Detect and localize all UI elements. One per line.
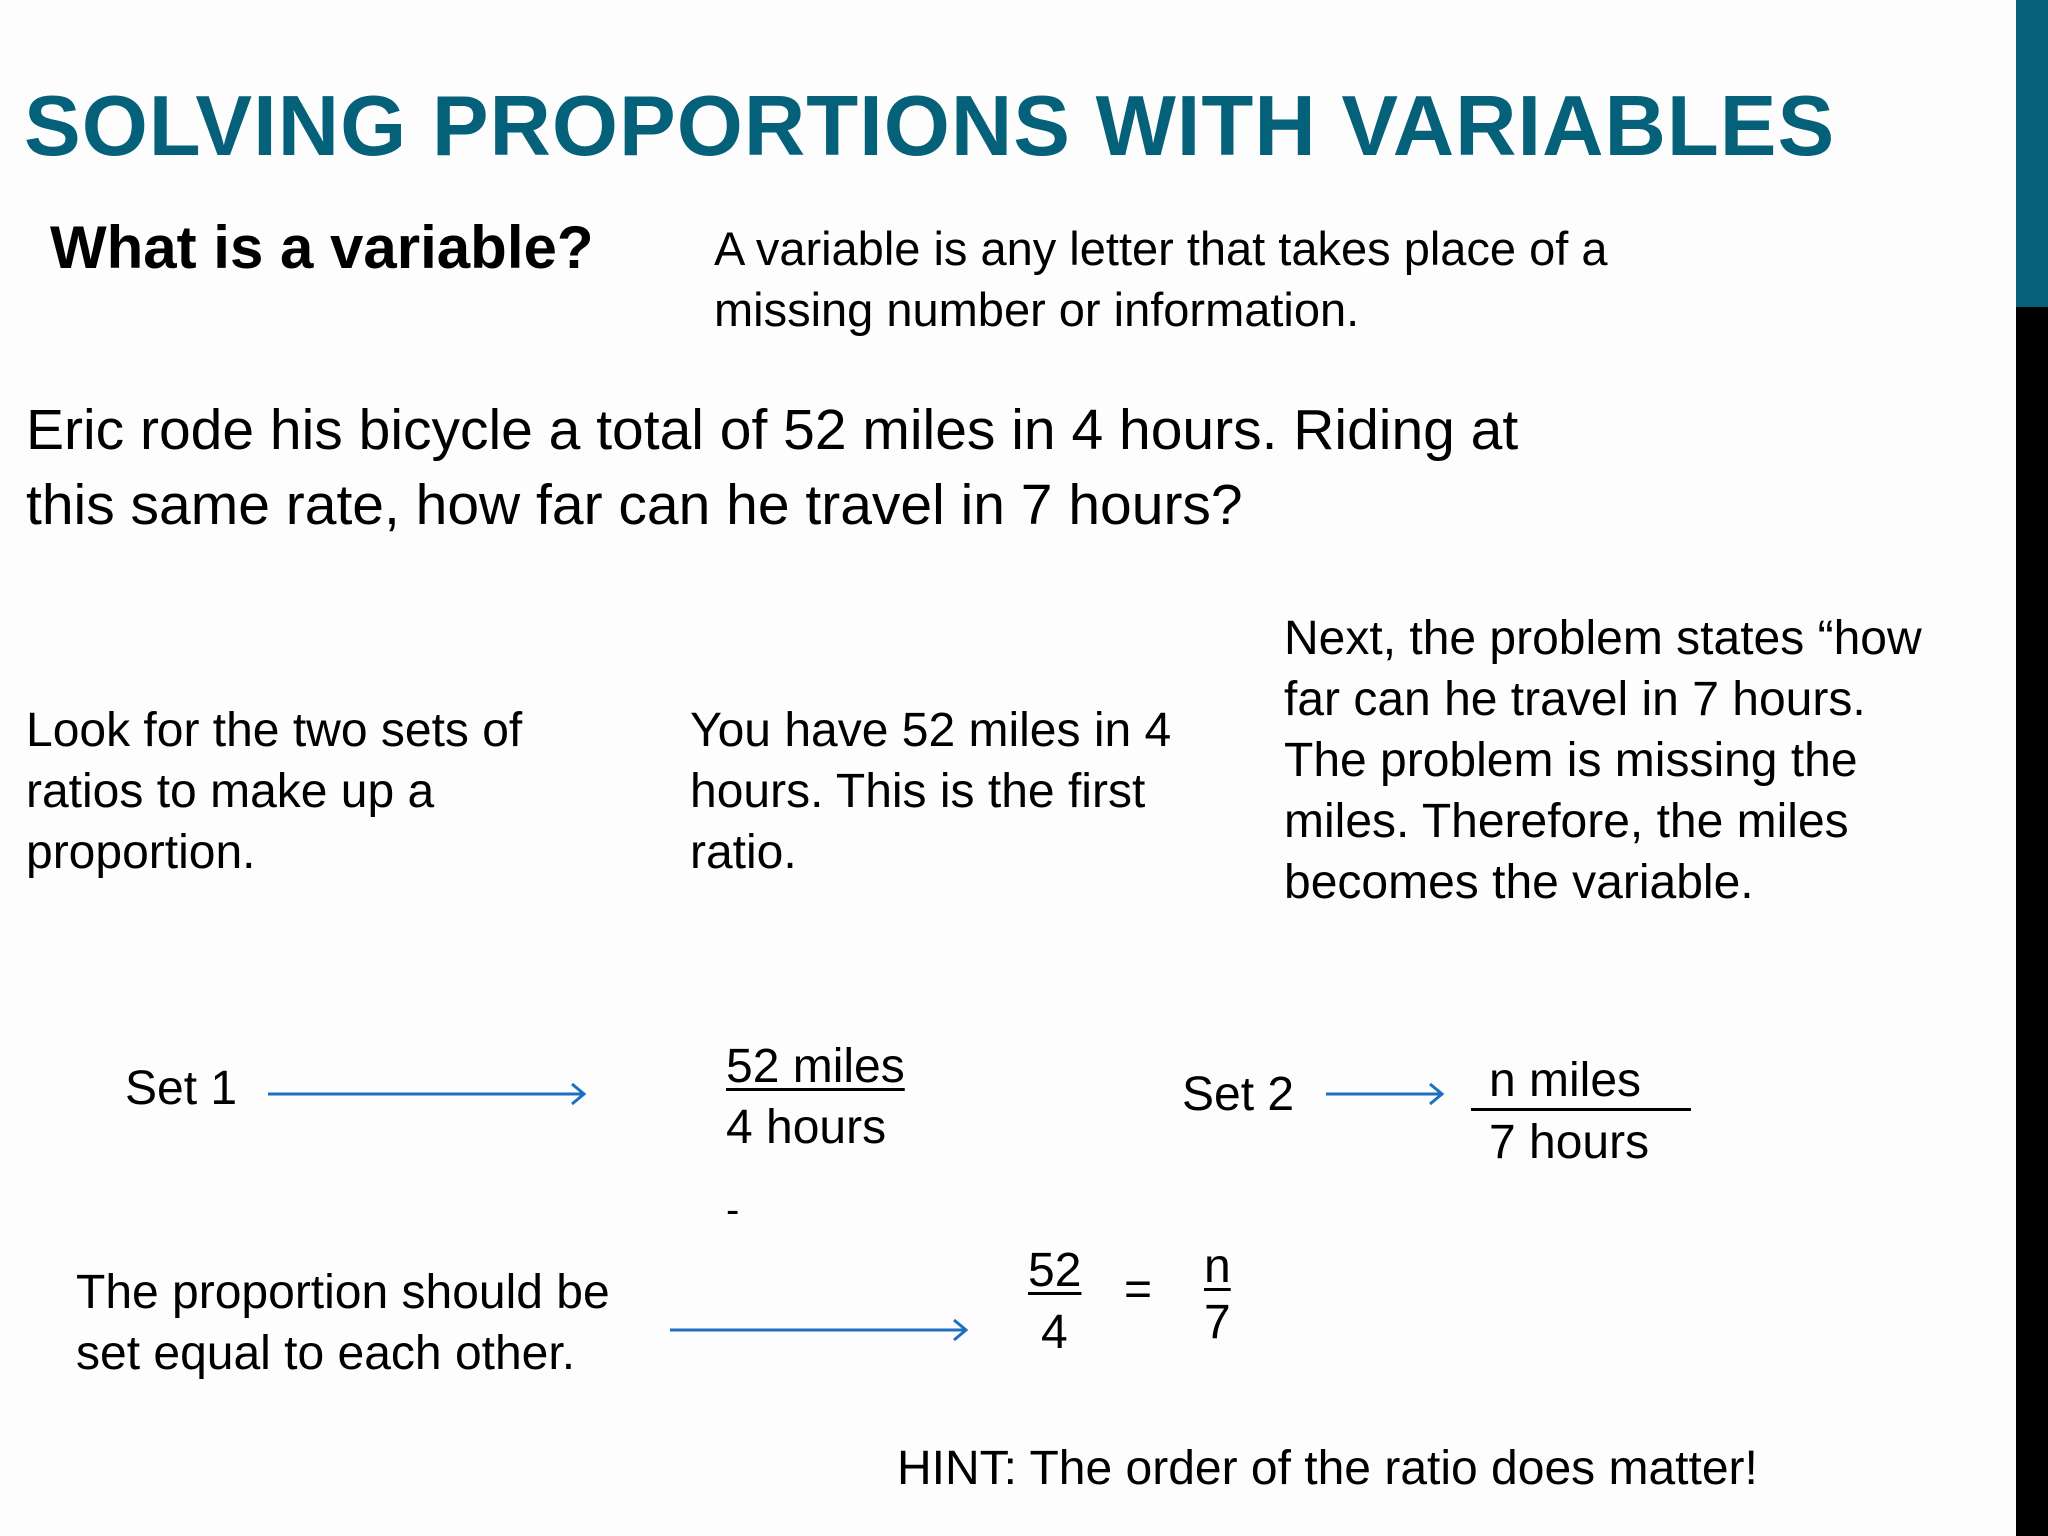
question-heading: What is a variable? [50, 214, 594, 281]
left-numerator: 52 [1028, 1244, 1082, 1297]
problem-line: Eric rode his bicycle a total of 52 miles in 4 hours. Riding at [26, 398, 1519, 462]
set2-numerator: n miles [1489, 1054, 1642, 1107]
word-problem [26, 393, 1518, 543]
right-numerator: n [1204, 1240, 1231, 1293]
proportion-line: set equal to each other. [76, 1327, 576, 1380]
step3-text [1284, 608, 1922, 913]
set2-denominator: 7 hours [1489, 1116, 1650, 1169]
step-line: ratio. [690, 826, 797, 879]
step-line: proportion. [26, 826, 256, 879]
set2-label: Set 2 [1182, 1068, 1295, 1121]
step-line: The problem is missing the [1284, 734, 1858, 787]
step-line: miles. Therefore, the miles [1284, 795, 1849, 848]
step-line: ratios to make up a [26, 765, 435, 818]
step1-text [26, 700, 522, 883]
step-line: far can he travel in 7 hours. [1284, 673, 1866, 726]
equals-sign: = [1124, 1263, 1153, 1316]
set1-label: Set 1 [125, 1062, 238, 1115]
step-line: becomes the variable. [1284, 856, 1754, 909]
step-line: Next, the problem states “how [1284, 612, 1922, 665]
step-line: hours. This is the first [690, 765, 1146, 818]
set2-arrow-icon [1326, 1084, 1446, 1104]
set1-arrow-icon [268, 1084, 588, 1104]
proportion-line: The proportion should be [76, 1266, 610, 1319]
hint-text: HINT: The order of the ratio does matter! [897, 1442, 1758, 1495]
left-denominator: 4 [1041, 1306, 1068, 1359]
sidebar-dark-bar [2016, 307, 2048, 1536]
step2-text [690, 700, 1171, 883]
right-denominator: 7 [1204, 1296, 1231, 1349]
definition-line: A variable is any letter that takes place of a [714, 222, 1608, 275]
step-line: Look for the two sets of [26, 704, 523, 757]
proportion-text [76, 1262, 610, 1384]
proportion-arrow-icon [670, 1320, 970, 1340]
set1-numerator: 52 miles [726, 1040, 905, 1093]
step-line: You have 52 miles in 4 [690, 704, 1172, 757]
fraction-bar [1471, 1108, 1691, 1111]
stray-dash: - [726, 1188, 740, 1232]
problem-line: this same rate, how far can he travel in 7 hours? [26, 473, 1243, 537]
slide-title: SOLVING PROPORTIONS WITH VARIABLES [24, 79, 1836, 174]
set1-denominator: 4 hours [726, 1101, 887, 1154]
sidebar-accent-bar [2016, 0, 2048, 307]
definition-line: missing number or information. [714, 283, 1360, 336]
variable-definition [714, 218, 1608, 340]
